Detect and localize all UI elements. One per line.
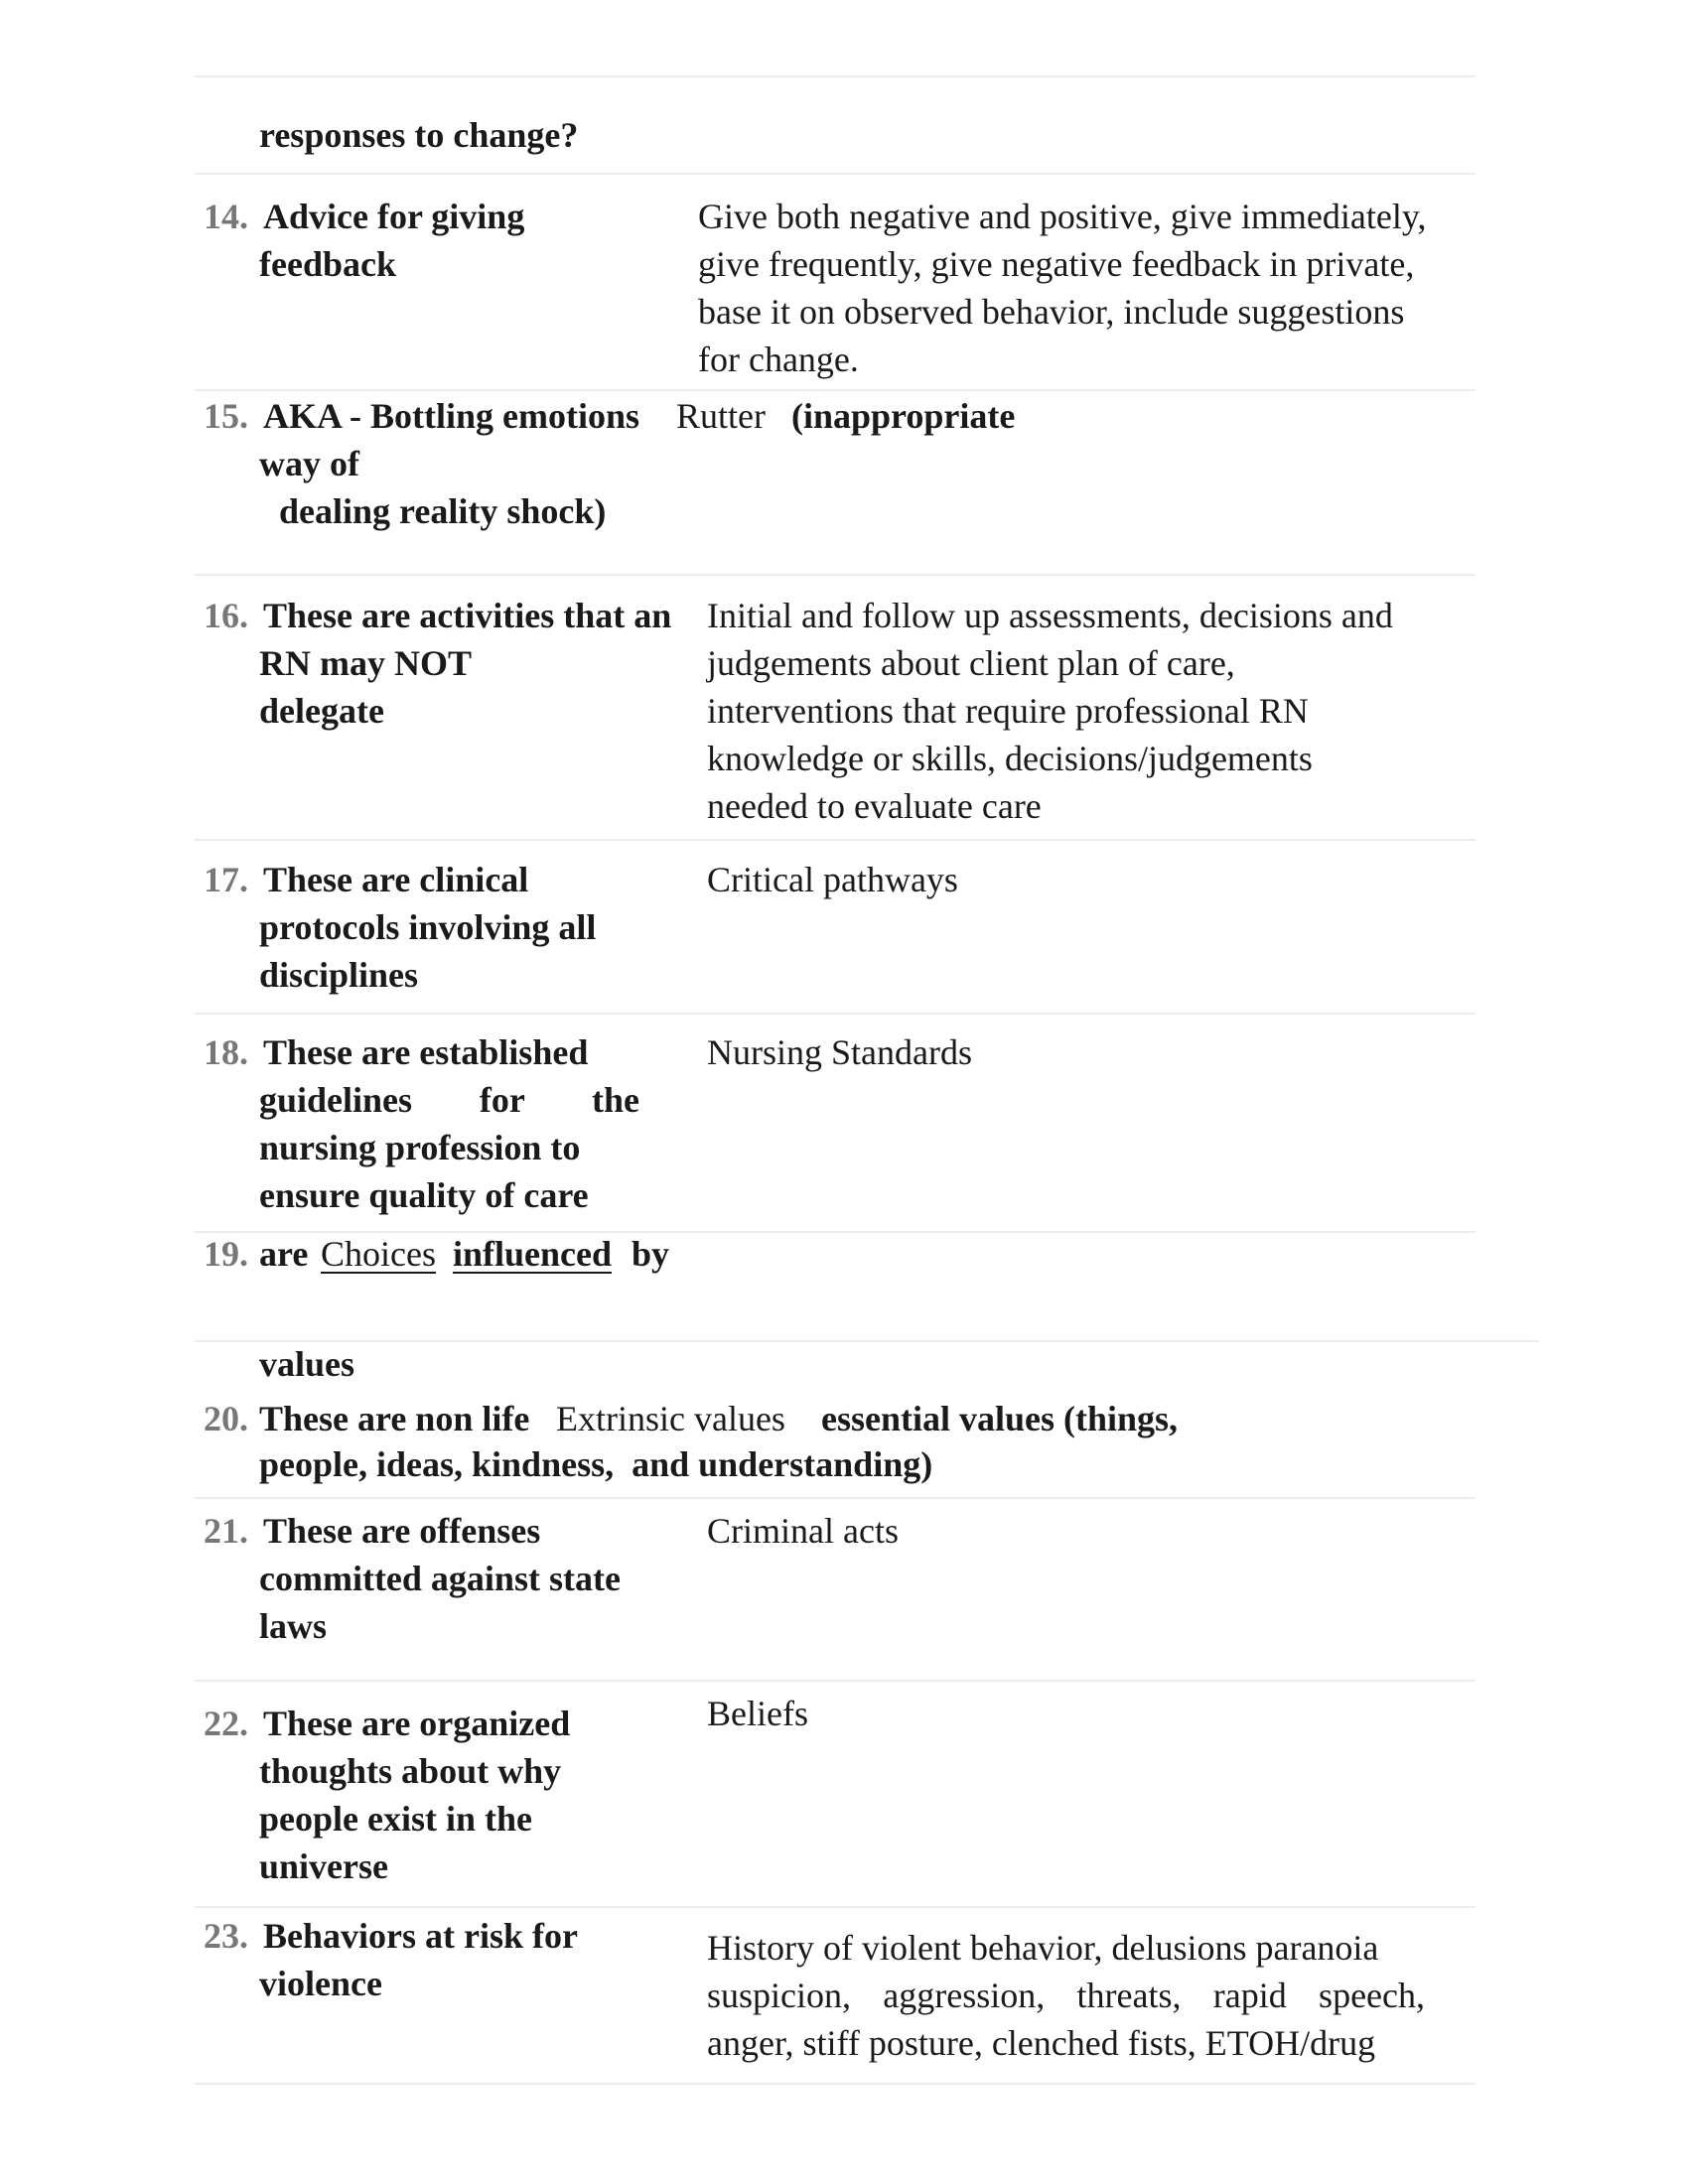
question-line: values xyxy=(259,1344,355,1384)
question-line: by xyxy=(632,1234,670,1274)
question-line: are xyxy=(259,1234,309,1274)
item-number: 23. xyxy=(204,1916,248,1956)
question-line: These are non life xyxy=(259,1399,530,1438)
answer-line: suspicion, aggression, threats, rapid speech, xyxy=(707,1976,1425,2015)
question-line: These are clinical xyxy=(263,860,529,899)
item-number: 15. xyxy=(204,396,248,436)
question-line: disciplines xyxy=(259,955,419,995)
question-line: (inappropriate xyxy=(791,396,1016,436)
question-line: way of xyxy=(259,444,359,483)
question-line: feedback xyxy=(259,244,396,284)
row-divider xyxy=(195,2083,1476,2085)
question-line: people exist in the xyxy=(259,1799,532,1839)
answer-line: for change. xyxy=(698,340,859,379)
question-line: violence xyxy=(259,1964,382,2003)
item-number: 19. xyxy=(204,1234,248,1274)
item-number: 17. xyxy=(204,860,248,899)
question-line: These are offenses xyxy=(263,1511,541,1551)
question-line: universe xyxy=(259,1846,388,1886)
answer-line: give frequently, give negative feedback in private, xyxy=(698,244,1415,284)
item-number: 21. xyxy=(204,1511,248,1551)
question-line: delegate xyxy=(259,691,384,731)
question-line: committed against state xyxy=(259,1559,621,1598)
item-number: 16. xyxy=(204,596,248,635)
answer-line: History of violent behavior, delusions paranoia xyxy=(707,1928,1379,1968)
item-number: 18. xyxy=(204,1032,248,1072)
row-divider xyxy=(195,389,1476,391)
item-number: 20. xyxy=(204,1399,248,1438)
question-line: protocols involving all xyxy=(259,907,597,947)
row-divider xyxy=(195,1013,1476,1015)
question-line: These are organized xyxy=(263,1704,571,1743)
item-number: 14. xyxy=(204,197,248,236)
answer-line: base it on observed behavior, include suggestions xyxy=(698,292,1405,332)
answer-line: knowledge or skills, decisions/judgements xyxy=(707,739,1313,778)
answer: Criminal acts xyxy=(707,1511,899,1551)
row-divider xyxy=(195,1340,1539,1342)
answer-line: needed to evaluate care xyxy=(707,786,1042,826)
question-line: guidelines for the xyxy=(259,1080,639,1120)
answer: Beliefs xyxy=(707,1694,808,1733)
answer: Nursing Standards xyxy=(707,1032,972,1072)
row-divider xyxy=(195,1497,1476,1499)
answer-line: Give both negative and positive, give immediately, xyxy=(698,197,1427,236)
row-divider xyxy=(195,75,1476,77)
answer: Critical pathways xyxy=(707,860,958,899)
question-line: people, ideas, kindness, and understanding) xyxy=(259,1444,933,1484)
row-divider xyxy=(195,173,1476,175)
question-line: essential values (things, xyxy=(821,1399,1179,1438)
question-line: ensure quality of care xyxy=(259,1175,589,1215)
answer: Choices xyxy=(321,1234,436,1274)
question-line: These are established xyxy=(263,1032,589,1072)
question-line: RN may NOT xyxy=(259,643,472,683)
answer-line: Initial and follow up assessments, decisions and xyxy=(707,596,1393,635)
question-line: Behaviors at risk for xyxy=(263,1916,578,1956)
answer-line: interventions that require professional RN xyxy=(707,691,1309,731)
question-line: These are activities that an xyxy=(263,596,672,635)
question-line: thoughts about why xyxy=(259,1751,562,1791)
row-divider xyxy=(195,574,1476,576)
question-line: influenced xyxy=(453,1234,613,1274)
answer-line: judgements about client plan of care, xyxy=(707,643,1235,683)
item-number: 22. xyxy=(204,1704,248,1743)
question-line: AKA - Bottling emotions xyxy=(263,396,640,436)
answer-line: anger, stiff posture, clenched fists, ETOH/drug xyxy=(707,2023,1376,2063)
row-divider xyxy=(195,839,1476,841)
question-line: dealing reality shock) xyxy=(279,491,607,531)
row-divider xyxy=(195,1906,1476,1908)
question-line: Advice for giving xyxy=(263,197,525,236)
question-continuation: responses to change? xyxy=(259,115,579,155)
question-line: laws xyxy=(259,1606,328,1646)
question-line: nursing profession to xyxy=(259,1128,581,1167)
answer: Rutter xyxy=(676,396,766,436)
row-divider xyxy=(195,1680,1476,1682)
answer: Extrinsic values xyxy=(556,1399,785,1438)
